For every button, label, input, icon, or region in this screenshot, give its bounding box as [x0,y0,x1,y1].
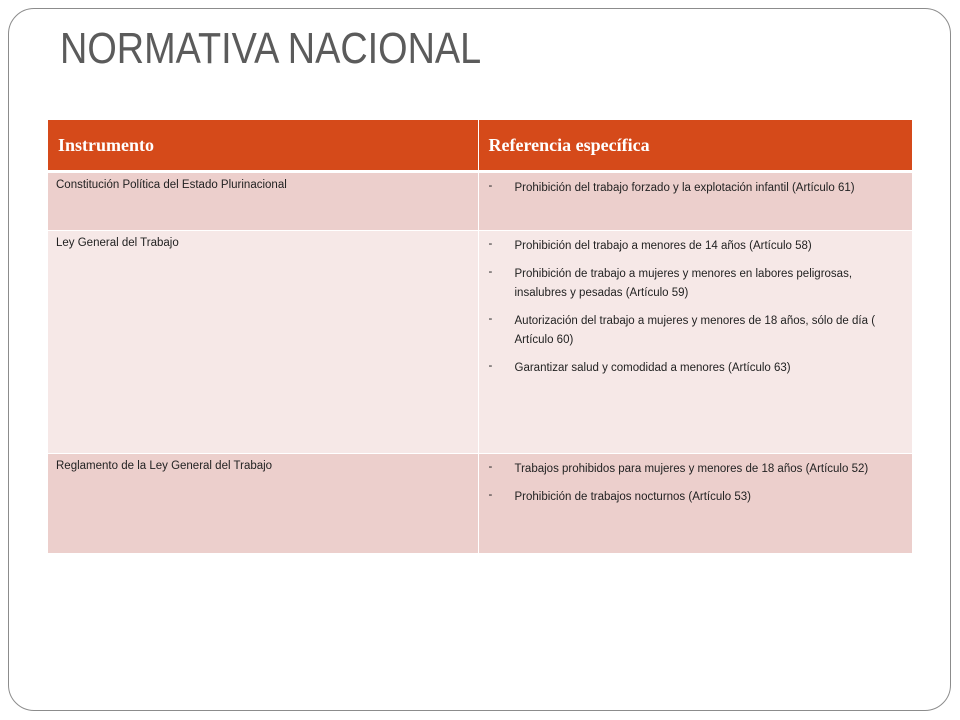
dash-bullet: - [488,313,493,325]
reference-text: Prohibición de trabajo a mujeres y menores en labores peligrosas, insalubres y pesadas (Artículo 59) [514,268,853,299]
dash-bullet: - [488,180,493,192]
reference-item [489,488,907,507]
references-cell [478,231,912,454]
dash-bullet: - [488,266,493,278]
instrument-cell: Ley General del Trabajo [48,231,478,454]
reference-list [489,179,907,198]
header-instrumento: Instrumento [48,120,478,172]
reference-text: Prohibición de trabajos nocturnos (Artículo 53) [514,491,752,503]
reference-list [489,460,907,507]
dash-bullet: - [488,489,493,501]
header-referencia: Referencia específica [478,120,912,172]
reference-item [489,359,907,378]
reference-text: Prohibición del trabajo a menores de 14 años (Artículo 58) [514,240,812,252]
reference-item [489,312,907,350]
references-cell [478,454,912,554]
reference-item [489,179,907,198]
table-header-row [48,120,912,172]
reference-item [489,460,907,479]
reference-text: Prohibición del trabajo forzado y la explotación infantil (Artículo 61) [514,182,855,194]
table-row [48,231,912,454]
reference-item [489,237,907,256]
reference-text: Trabajos prohibidos para mujeres y menores de 18 años (Artículo 52) [514,463,869,475]
dash-bullet: - [488,360,493,372]
reference-item [489,265,907,303]
reference-list [489,237,907,378]
references-cell [478,172,912,231]
reference-text: Garantizar salud y comodidad a menores (Artículo 63) [514,362,791,374]
reference-text: Autorización del trabajo a mujeres y menores de 18 años, sólo de día ( Artículo 60) [514,315,876,346]
instrument-cell: Reglamento de la Ley General del Trabajo [48,454,478,554]
dash-bullet: - [488,461,493,473]
dash-bullet: - [488,238,493,250]
instrument-cell: Constitución Política del Estado Plurinacional [48,172,478,231]
table-row [48,172,912,231]
table-row [48,454,912,554]
normativa-table [48,120,912,553]
slide-title: NORMATIVA NACIONAL [60,24,482,73]
